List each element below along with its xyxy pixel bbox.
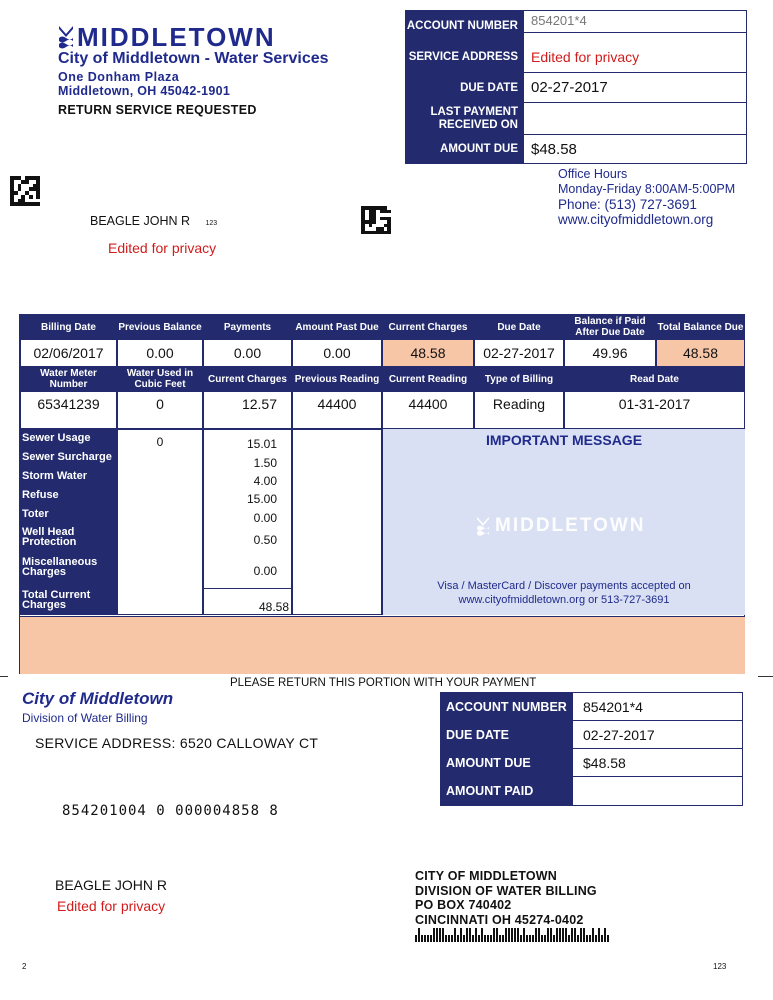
bill-detail-table [19, 314, 745, 674]
postal-bar [580, 928, 582, 942]
amount-due-value: $48.58 [531, 141, 577, 158]
value-balance-after-due: 49.96 [564, 339, 656, 367]
postal-bar [598, 928, 600, 942]
ocr-scan-line: 854201004 0 000004858 8 [62, 803, 279, 819]
charges-label-column [20, 429, 117, 615]
postal-bar [601, 935, 603, 942]
header-payments: Payments [203, 315, 292, 339]
remit-line-3: PO BOX 740402 [415, 898, 512, 912]
due-date-row [406, 73, 746, 103]
postal-bar [517, 928, 519, 942]
barcode-module [36, 202, 40, 206]
postal-bar [424, 935, 426, 942]
address-city: Middletown, OH [58, 84, 161, 98]
account-summary-box [405, 10, 747, 164]
remittance-address [415, 869, 597, 927]
wave-logo-icon [58, 24, 74, 50]
postal-bar [463, 935, 465, 942]
account-number-row [406, 11, 746, 41]
postal-bar [550, 928, 552, 942]
stub-service-address: SERVICE ADDRESS: 6520 CALLOWAY CT [35, 735, 319, 751]
postal-bar [415, 935, 417, 942]
postal-bar [499, 935, 501, 942]
return-service-note: RETURN SERVICE REQUESTED [58, 103, 257, 117]
postal-bar [595, 935, 597, 942]
barcode-module [387, 231, 391, 235]
postal-bar [451, 935, 453, 942]
charge-label-total: Total Current Charges [22, 589, 91, 611]
postal-bar [469, 928, 471, 942]
value-billing-date: 02/06/2017 [20, 339, 117, 367]
customer-code: 123 [205, 220, 218, 227]
datamatrix-barcode-center [361, 206, 391, 234]
service-address-label: SERVICE ADDRESS [406, 41, 524, 73]
postal-bar [541, 935, 543, 942]
stub-division-name: Division of Water Billing [22, 711, 148, 725]
tear-line-left [0, 676, 8, 677]
important-message-panel [382, 429, 745, 615]
service-address-row [406, 41, 746, 73]
stub-customer-name: BEAGLE JOHN R [55, 877, 168, 893]
postal-bar [493, 928, 495, 942]
postal-bar [562, 928, 564, 942]
due-date-value: 02-27-2017 [524, 73, 746, 103]
customer-name [90, 214, 217, 228]
postal-bar [514, 928, 516, 942]
value-type-of-billing: Reading [474, 391, 564, 429]
page-number-left: 2 [22, 962, 27, 971]
stub-due-date-label: DUE DATE [441, 721, 573, 749]
header-previous-reading: Previous Reading [292, 367, 382, 391]
utility-name: City of Middletown - Water Services [58, 50, 329, 67]
datamatrix-barcode-left [10, 176, 40, 206]
postal-bar [442, 928, 444, 942]
value-current-reading: 44400 [382, 391, 474, 429]
payment-note-line2: www.cityofmiddletown.org or 513-727-3691 [458, 594, 670, 606]
value-water-used: 0 [117, 391, 203, 429]
postal-bar [502, 935, 504, 942]
postal-bar [436, 928, 438, 942]
value-read-date: 01-31-2017 [564, 391, 745, 429]
postal-bar [538, 928, 540, 942]
header-due-date: Due Date [474, 315, 564, 339]
header-type-of-billing: Type of Billing [474, 367, 564, 391]
stub-customer-address-redacted: Edited for privacy [57, 898, 166, 914]
middletown-watermark [475, 515, 655, 537]
postal-bar [568, 935, 570, 942]
last-payment-row [406, 103, 746, 135]
postal-bar [556, 928, 558, 942]
postal-bar [427, 935, 429, 942]
customer-name-text: BEAGLE JOHN R [90, 214, 191, 228]
value-previous-reading: 44400 [292, 391, 382, 429]
postal-bar [430, 935, 432, 942]
stub-account-label: ACCOUNT NUMBER [441, 693, 573, 721]
postal-bar [577, 935, 579, 942]
postal-bar [604, 928, 606, 942]
charge-amount-toter: 0.00 [253, 511, 277, 525]
postal-bar [472, 935, 474, 942]
charge-label-sewer-surcharge: Sewer Surcharge [22, 451, 112, 463]
postal-bar [523, 928, 525, 942]
remit-line-4: CINCINNATI OH 45274-0402 [415, 912, 584, 927]
charge-label-refuse: Refuse [22, 489, 59, 501]
stub-amount-due-row [441, 749, 742, 777]
postal-bar [466, 928, 468, 942]
wave-watermark-icon [475, 515, 491, 537]
header-previous-balance: Previous Balance [117, 315, 203, 339]
postal-barcode [415, 928, 609, 942]
header-meter-current-charges: Current Charges [203, 367, 292, 391]
logo-wordmark: MIDDLETOWN [77, 21, 276, 52]
postal-bar [565, 928, 567, 942]
postal-bar [583, 928, 585, 942]
postal-bar [511, 928, 513, 942]
stub-amount-paid-row [441, 777, 742, 805]
postal-bar [529, 935, 531, 942]
postal-bar [481, 928, 483, 942]
header-billing-date: Billing Date [20, 315, 117, 339]
charge-amount-sewer-usage: 15.01 [246, 437, 277, 451]
value-meter-number: 65341239 [20, 391, 117, 429]
postal-bar [526, 935, 528, 942]
postal-bar [457, 935, 459, 942]
remit-line-1: CITY OF MIDDLETOWN [415, 869, 558, 883]
postal-bar [508, 928, 510, 942]
amount-due-row [406, 135, 746, 164]
postal-bar [571, 928, 573, 942]
postal-bar [460, 928, 462, 942]
charge-amount-total: 48.58 [258, 600, 289, 614]
bill-footer-band [20, 616, 745, 674]
stub-account-value: 854201*4 [573, 693, 742, 721]
page-number-right: 123 [713, 962, 727, 971]
postal-bar [445, 935, 447, 942]
tear-line-right [758, 676, 773, 677]
charge-label-misc: Miscellaneous Charges [22, 556, 98, 578]
postal-bar [547, 928, 549, 942]
last-payment-value [524, 103, 746, 135]
postal-bar [454, 928, 456, 942]
postal-bar [607, 935, 609, 942]
amount-due-label: AMOUNT DUE [406, 135, 524, 164]
postal-bar [532, 935, 534, 942]
postal-bar [553, 935, 555, 942]
address-zip: 45042-1901 [160, 84, 231, 98]
charge-amount-well-head: 0.50 [253, 533, 277, 547]
stub-account-row [441, 693, 742, 721]
office-hours [558, 167, 735, 227]
customer-address-redacted: Edited for privacy [108, 240, 217, 256]
charge-label-toter: Toter [22, 508, 49, 520]
charge-label-storm-water: Storm Water [22, 470, 87, 482]
header-amount-past-due: Amount Past Due [292, 315, 382, 339]
postal-bar [487, 935, 489, 942]
postal-bar [496, 928, 498, 942]
charge-amount-sewer-surcharge: 1.50 [253, 456, 277, 470]
address-line-1: One Donham Plaza [58, 70, 180, 84]
payment-note-line1: Visa / MasterCard / Discover payments accepted on [437, 580, 691, 592]
account-number-label: ACCOUNT NUMBER [406, 11, 524, 41]
charges-empty-column [292, 429, 382, 615]
postal-bar [418, 928, 420, 942]
charge-amount-refuse: 15.00 [246, 492, 277, 506]
postal-bar [559, 928, 561, 942]
header-current-reading: Current Reading [382, 367, 474, 391]
office-website: www.cityofmiddletown.org [558, 212, 714, 227]
stub-payment-box [440, 692, 743, 806]
postal-bar [439, 928, 441, 942]
postal-bar [574, 928, 576, 942]
postal-bar [586, 935, 588, 942]
postal-bar [490, 935, 492, 942]
office-hours-days: Monday-Friday 8:00AM-5:00PM [558, 182, 736, 196]
postal-bar [478, 935, 480, 942]
stub-amount-due-value: $48.58 [573, 749, 742, 777]
stub-amount-paid-field[interactable] [573, 777, 742, 805]
postal-bar [505, 928, 507, 942]
postal-bar [421, 935, 423, 942]
charges-amount-column [203, 429, 292, 615]
postal-bar [520, 935, 522, 942]
charge-amount-storm-water: 4.00 [253, 474, 277, 488]
return-portion-note: PLEASE RETURN THIS PORTION WITH YOUR PAYMENT [230, 677, 537, 689]
total-divider [204, 588, 291, 589]
value-due-date: 02-27-2017 [474, 339, 564, 367]
stub-city-name: City of Middletown [22, 689, 174, 708]
charge-amount-misc: 0.00 [253, 564, 277, 578]
postal-bar [433, 928, 435, 942]
address-line-2 [58, 84, 230, 98]
header-balance-after-due: Balance if Paid After Due Date [564, 315, 656, 339]
last-payment-label: LAST PAYMENT RECEIVED ON [406, 103, 524, 135]
watermark-text: MIDDLETOWN [495, 515, 646, 536]
value-current-charges: 48.58 [382, 339, 474, 367]
header-read-date: Read Date [564, 367, 745, 391]
postal-bar [484, 935, 486, 942]
charges-used-column [117, 429, 203, 615]
header-current-charges: Current Charges [382, 315, 474, 339]
stub-due-date-value: 02-27-2017 [573, 721, 742, 749]
stub-due-date-row [441, 721, 742, 749]
header-water-used: Water Used in Cubic Feet [117, 367, 203, 391]
office-hours-title: Office Hours [558, 167, 628, 181]
value-meter-charges: 12.57 [203, 391, 292, 429]
charge-label-sewer-usage: Sewer Usage [22, 432, 91, 444]
postal-bar [544, 935, 546, 942]
value-total-balance-due: 48.58 [656, 339, 745, 367]
office-phone: Phone: (513) 727-3691 [558, 197, 697, 212]
due-date-label: DUE DATE [406, 73, 524, 103]
postal-bar [535, 928, 537, 942]
remit-line-2: DIVISION OF WATER BILLING [415, 883, 597, 898]
service-address-redacted: Edited for privacy [524, 41, 746, 73]
postal-bar [589, 935, 591, 942]
city-logo [58, 22, 288, 52]
account-number-value: 854201*4 [524, 11, 746, 33]
value-payments: 0.00 [203, 339, 292, 367]
charge-used-sewer: 0 [156, 435, 164, 449]
important-message-title: IMPORTANT MESSAGE [485, 432, 643, 448]
charge-label-well-head: Well Head Protection [22, 526, 77, 548]
header-water-meter-number: Water Meter Number [20, 367, 117, 391]
value-amount-past-due: 0.00 [292, 339, 382, 367]
postal-bar [448, 935, 450, 942]
payment-methods-note [383, 579, 745, 607]
stub-amount-due-label: AMOUNT DUE [441, 749, 573, 777]
postal-bar [592, 928, 594, 942]
header-total-balance-due: Total Balance Due [656, 315, 745, 339]
stub-amount-paid-label: AMOUNT PAID [441, 777, 573, 805]
value-previous-balance: 0.00 [117, 339, 203, 367]
postal-bar [475, 928, 477, 942]
